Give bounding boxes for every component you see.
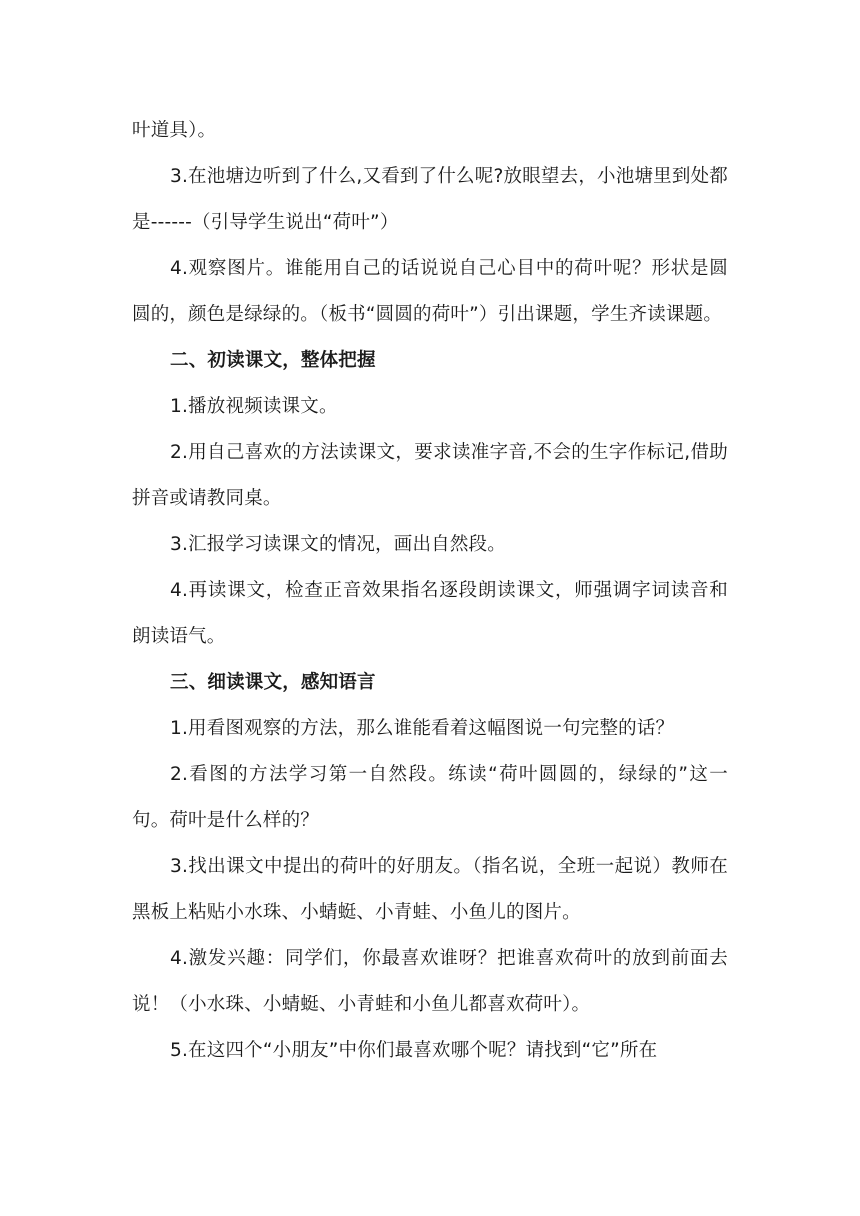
paragraph-continuation: 叶道具）。 xyxy=(132,120,217,141)
paragraph-step-4-observe: 4.观察图片。谁能用自己的话说说自己心目中的荷叶呢？形状是圆圆的，颜色是绿绿的。（板书“圆圆的荷叶”）引出课题，学生齐读课题。 xyxy=(132,258,728,325)
paragraph-reread: 4.再读课文，检查正音效果指名逐段朗读课文，师强调字词读音和朗读语气。 xyxy=(132,580,728,647)
paragraph-first-section: 2.看图的方法学习第一自然段。练读“荷叶圆圆的，绿绿的”这一句。荷叶是什么样的？ xyxy=(132,764,728,831)
paragraph-four-friends: 5.在这四个“小朋友”中你们最喜欢哪个呢？请找到“它”所在 xyxy=(170,1040,658,1061)
paragraph-picture-observe: 1.用看图观察的方法，那么谁能看着这幅图说一句完整的话？ xyxy=(170,718,675,739)
section-heading-close-reading: 三、细读课文，感知语言 xyxy=(170,672,376,693)
paragraph-friends: 3.找出课文中提出的荷叶的好朋友。（指名说，全班一起说）教师在黑板上粘贴小水珠、小蜻蜓、小青蛙、小鱼儿的图片。 xyxy=(132,856,728,923)
paragraph-interest: 4.激发兴趣：同学们，你最喜欢谁呀？把谁喜欢荷叶的放到前面去说！（小水珠、小蜻蜓、小青蛙和小鱼儿都喜欢荷叶）。 xyxy=(132,948,728,1015)
paragraph-read-method: 2.用自己喜欢的方法读课文，要求读准字音,不会的生字作标记,借助拼音或请教同桌。 xyxy=(132,442,728,509)
section-heading-first-reading: 二、初读课文，整体把握 xyxy=(170,350,376,371)
paragraph-video: 1.播放视频读课文。 xyxy=(170,396,338,417)
paragraph-step-3-pond: 3.在池塘边听到了什么,又看到了什么呢?放眼望去，小池塘里到处都是------（引导学生说出“荷叶”） xyxy=(132,166,728,233)
paragraph-report: 3.汇报学习读课文的情况，画出自然段。 xyxy=(170,534,506,555)
document-body xyxy=(132,108,728,1074)
